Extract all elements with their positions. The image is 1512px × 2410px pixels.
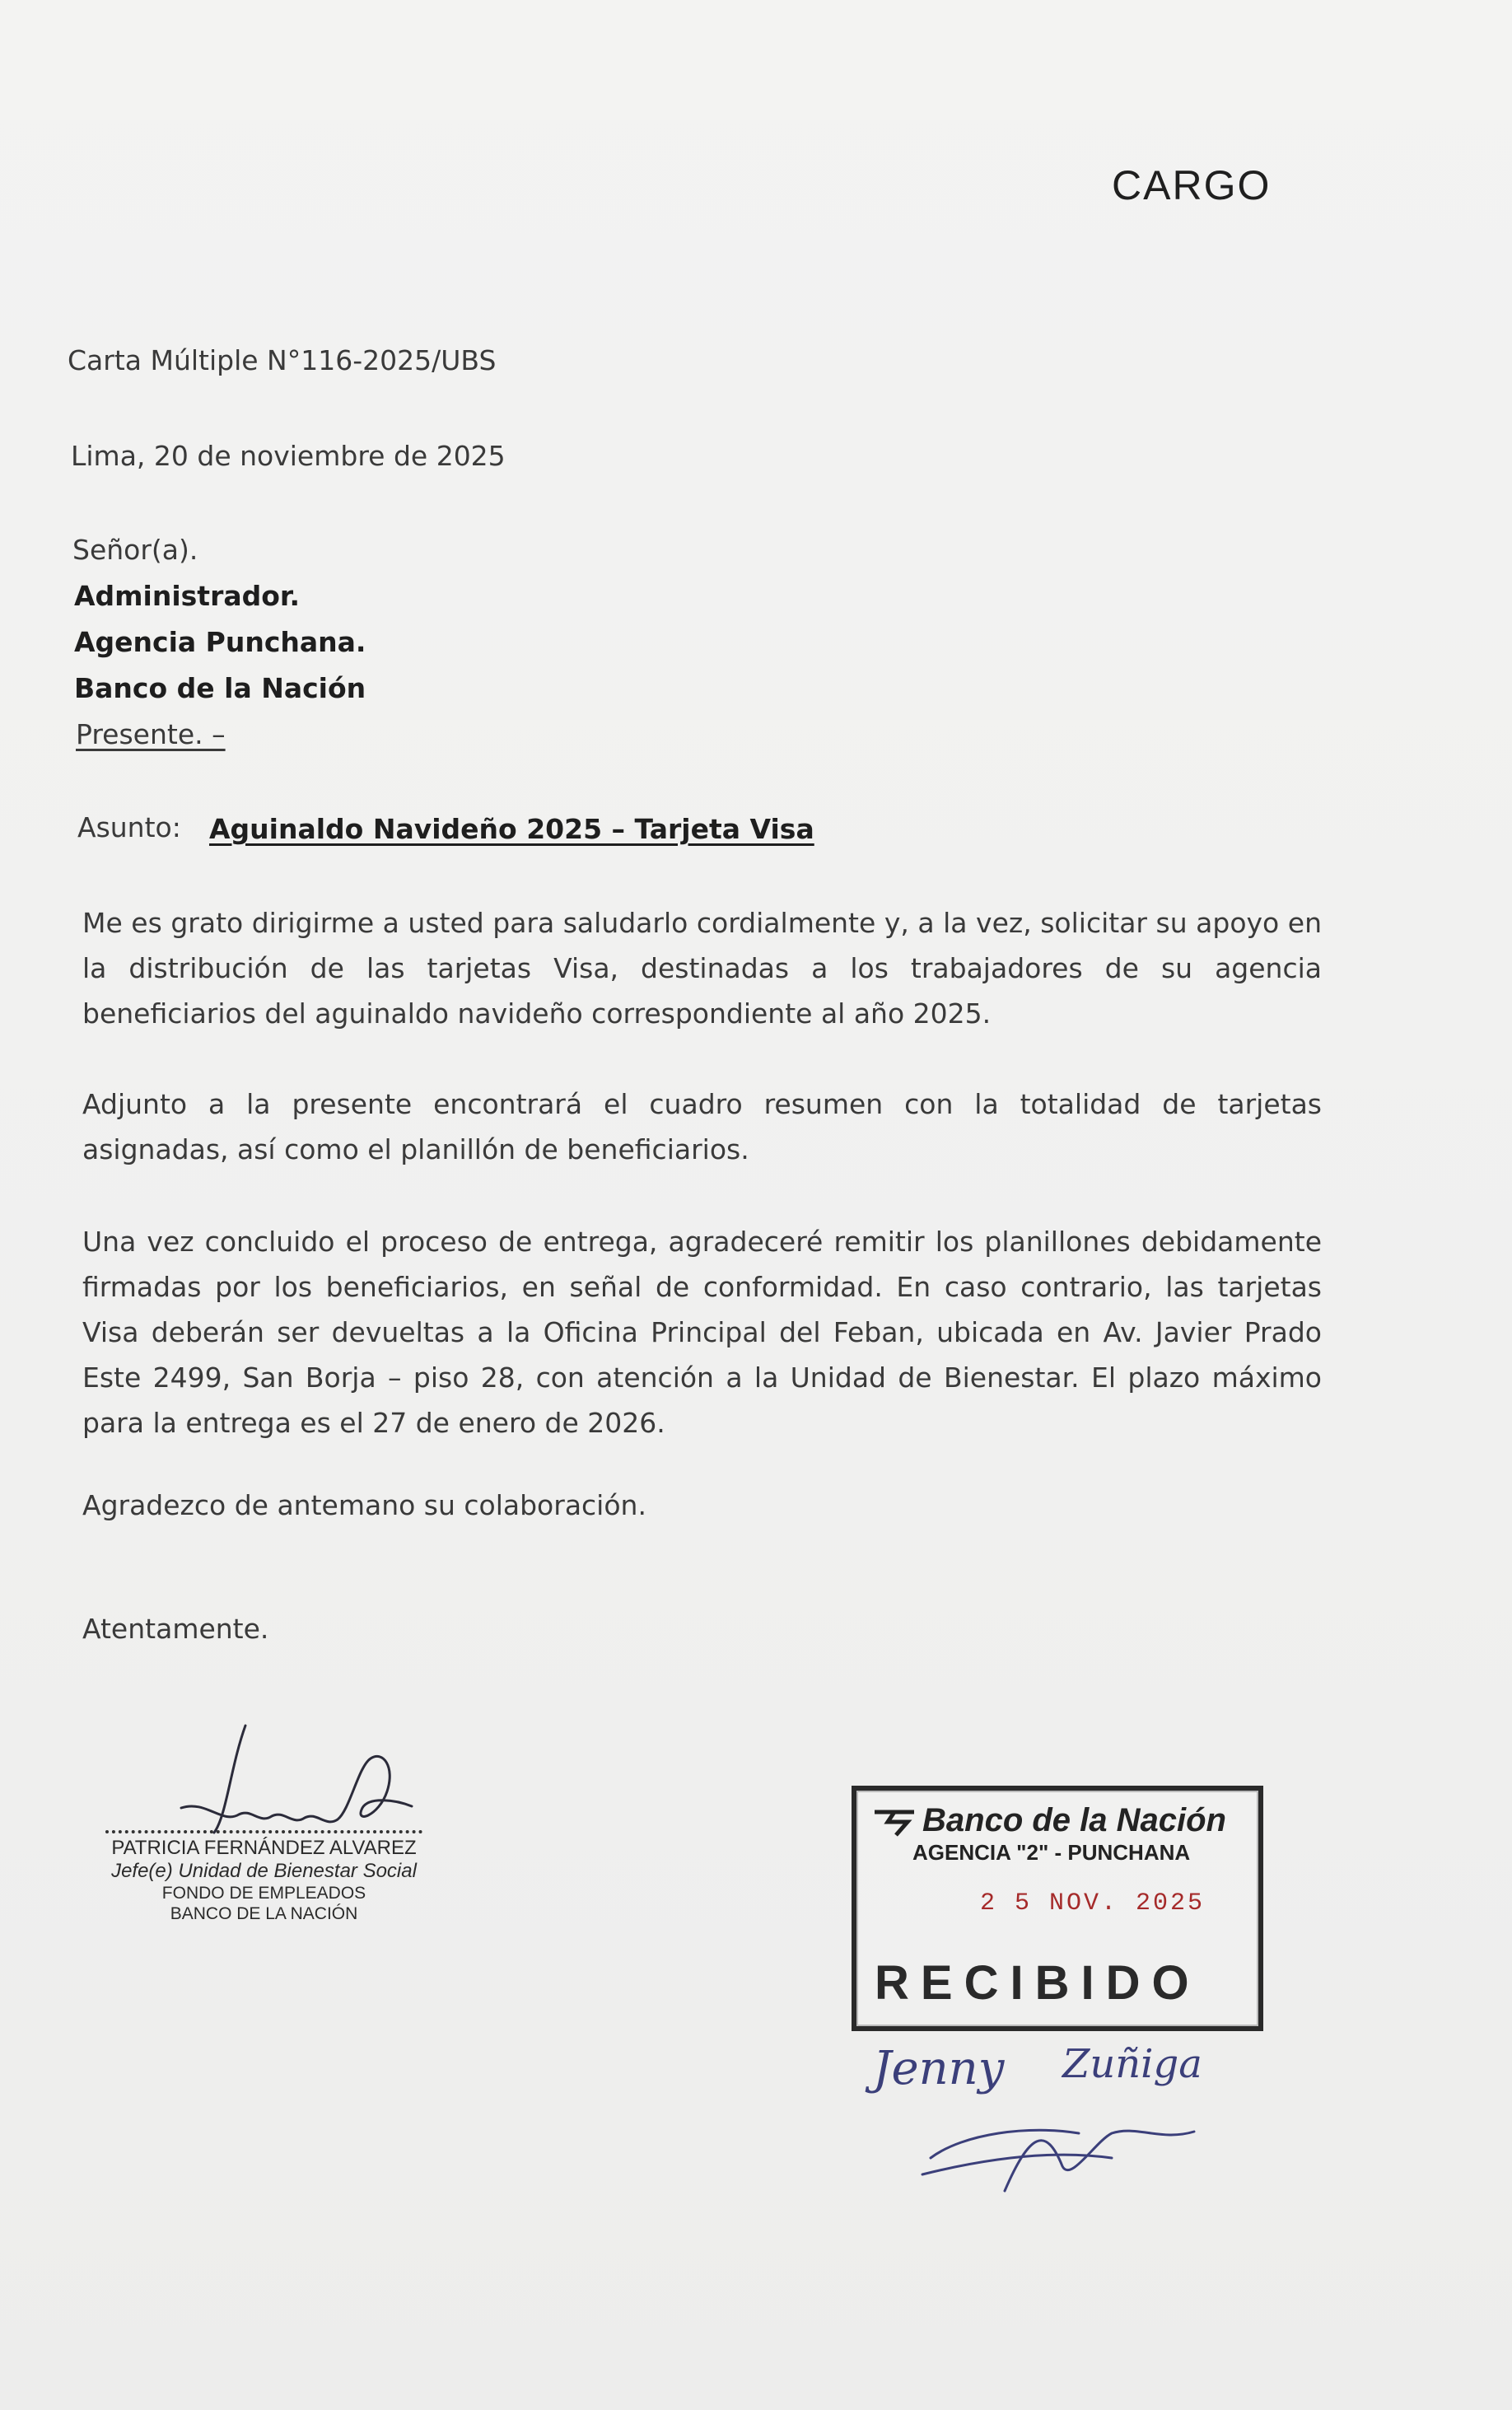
recipient-bank: Banco de la Nación	[74, 672, 366, 704]
svg-text:Zuñiga: Zuñiga	[1062, 2041, 1202, 2087]
paragraph-1: Me es grato dirigirme a usted para saludarlo cordialmente y, a la vez, solicitar su apoyo en la distribución de las tarjetas Visa, destinadas a los trabajadores de su agencia beneficiarios del aguinaldo navideño correspondiente al año 2025.	[82, 907, 1322, 1030]
recipient-title: Administrador.	[74, 580, 301, 612]
presente: Presente. –	[76, 718, 226, 750]
closing: Atentamente.	[82, 1613, 269, 1645]
stamp-agency: AGENCIA "2" - PUNCHANA	[912, 1840, 1191, 1865]
stamp-status: RECIBIDO	[875, 1956, 1201, 2010]
letter-reference: Carta Múltiple N°116-2025/UBS	[68, 344, 497, 376]
signature-block	[105, 1830, 422, 1924]
signer-role: Jefe(e) Unidad de Bienestar Social	[111, 1860, 417, 1882]
signature-scribble	[148, 1717, 428, 1841]
cargo-label: CARGO	[1112, 162, 1272, 208]
recipient-agency: Agencia Punchana.	[74, 626, 366, 658]
paragraph-2: Adjunto a la presente encontrará el cuadro resumen con la totalidad de tarjetas asignadas, así como el planillón de beneficiarios.	[82, 1088, 1322, 1165]
salutation: Señor(a).	[72, 534, 198, 566]
bank-logo-icon	[871, 1805, 921, 1838]
signer-name: PATRICIA FERNÁNDEZ ALVAREZ	[105, 1830, 422, 1860]
stamp-date: 2 5 NOV. 2025	[980, 1889, 1206, 1917]
receiver-handwriting-text: Jenny	[873, 2042, 1005, 2095]
signer-org-line2: BANCO DE LA NACIÓN	[170, 1904, 358, 1923]
subject: Aguinaldo Navideño 2025 – Tarjeta Visa	[209, 813, 814, 845]
stamp-bank: Banco de la Nación	[922, 1802, 1226, 1838]
subject-label: Asunto:	[77, 811, 181, 843]
paragraph-4: Agradezco de antemano su colaboración.	[82, 1489, 646, 1521]
signer-org-line1: FONDO DE EMPLEADOS	[161, 1884, 366, 1903]
received-stamp	[852, 1786, 1263, 2031]
place-date: Lima, 20 de noviembre de 2025	[71, 440, 506, 472]
receiver-handwritten-signature	[865, 2034, 1260, 2199]
paragraph-3: Una vez concluido el proceso de entrega, agradeceré remitir los planillones debidamente firmadas por los beneficiarios, en señal de conformidad. En caso contrario, las tarjetas Visa deberán ser devueltas a la Oficina Principal del Feban, ubicada en Av. Javier Prado Este 2499, San Borja – piso 28, con atención a la Unidad de Bienestar. El plazo máximo para la entrega es el 27 de enero de 2026.	[82, 1226, 1322, 1439]
